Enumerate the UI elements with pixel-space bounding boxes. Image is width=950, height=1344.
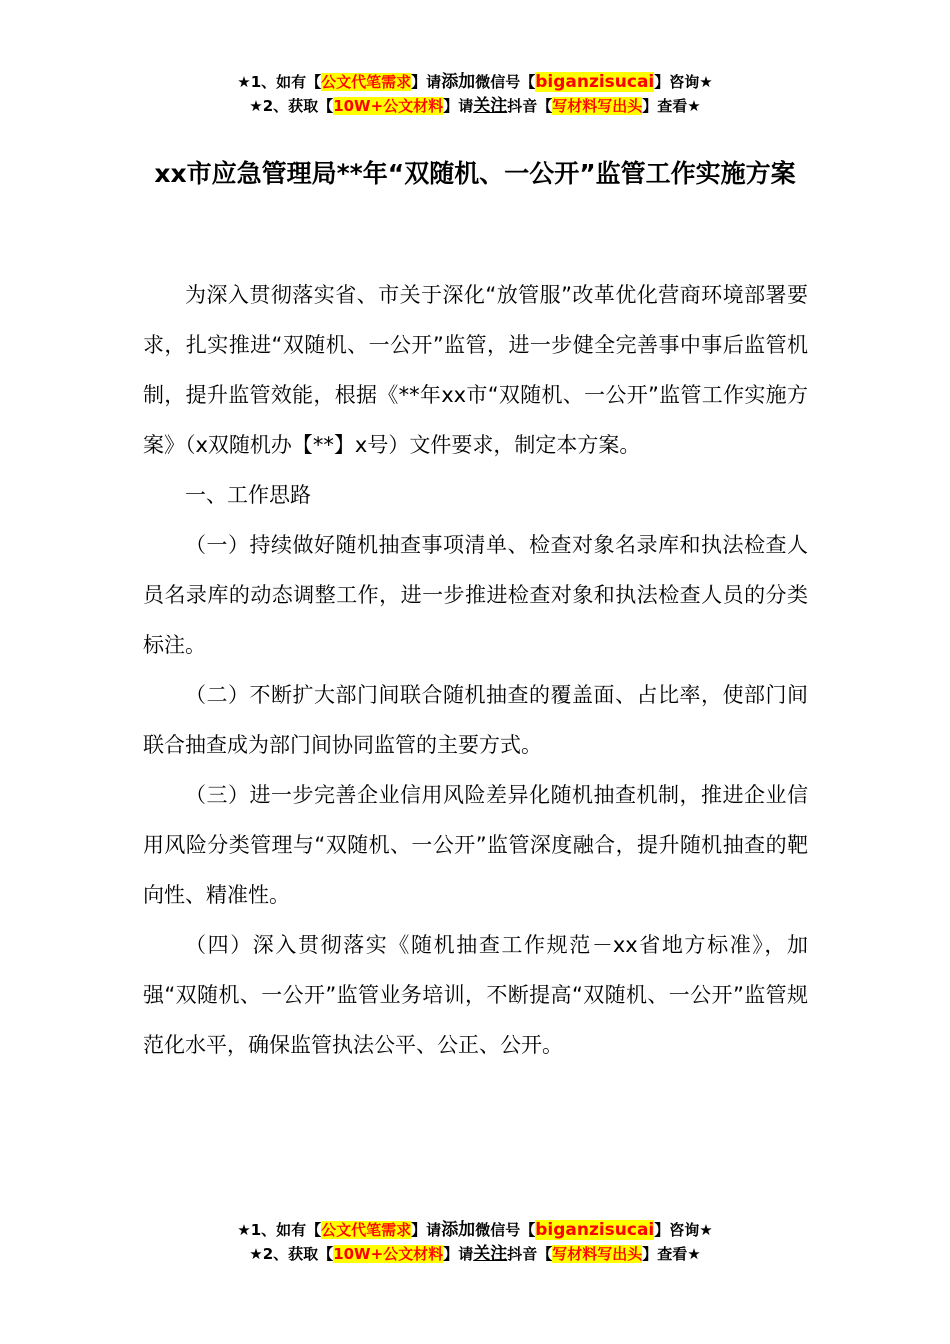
- promo-highlight: 10W+公文材料: [333, 1245, 444, 1263]
- promo-emphasis: 关注: [473, 1244, 508, 1264]
- promo-text: 】请: [411, 73, 442, 91]
- promo-text: ★2、获取【: [249, 97, 334, 115]
- promo-banner-top: [0, 70, 950, 118]
- promo-banner-bottom: [0, 1218, 950, 1266]
- document-body: [143, 270, 808, 1070]
- document-title: xx市应急管理局**年“双随机、一公开”监管工作实施方案: [154, 159, 796, 188]
- promo-text: 微信号【: [475, 1221, 536, 1239]
- promo-highlight: 10W+公文材料: [333, 97, 444, 115]
- promo-highlight: 公文代笔需求: [321, 73, 412, 91]
- promo-highlight: 公文代笔需求: [321, 1221, 412, 1239]
- promo-text: 】查看★: [642, 1245, 701, 1263]
- promo-text: 】咨询★: [654, 1221, 713, 1239]
- promo-text: 】查看★: [642, 97, 701, 115]
- promo-text: ★1、如有【: [237, 73, 322, 91]
- body-paragraph: （一）持续做好随机抽查事项清单、检查对象名录库和执法检查人员名录库的动态调整工作，进一步推进检查对象和执法检查人员的分类标注。: [143, 533, 808, 657]
- section-heading: 一、工作思路: [185, 483, 311, 507]
- body-paragraph: 为深入贯彻落实省、市关于深化“放管服”改革优化营商环境部署要求，扎实推进“双随机、一公开”监管，进一步健全完善事中事后监管机制，提升监管效能，根据《**年xx市“双随机、一公开”监管工作实施方案》（x双随机办【**】x号）文件要求，制定本方案。: [143, 283, 808, 457]
- promo-text: 微信号【: [475, 73, 536, 91]
- body-paragraph: （三）进一步完善企业信用风险差异化随机抽查机制，推进企业信用风险分类管理与“双随机、一公开”监管深度融合，提升随机抽查的靶向性、精准性。: [143, 783, 808, 907]
- body-paragraph: （四）深入贯彻落实《随机抽查工作规范－xx省地方标准》，加强“双随机、一公开”监管业务培训，不断提高“双随机、一公开”监管规范化水平，确保监管执法公平、公正、公开。: [143, 933, 808, 1057]
- promo-text: 抖音【: [507, 1245, 553, 1263]
- body-paragraph: （二）不断扩大部门间联合随机抽查的覆盖面、占比率，使部门间联合抽查成为部门间协同监管的主要方式。: [143, 683, 808, 757]
- promo-emphasis: 添加: [441, 72, 476, 92]
- promo-line-1: [0, 70, 950, 94]
- promo-wechat-id: biganzisucai: [535, 72, 655, 92]
- promo-douyin-account: 写材料写出头: [552, 1245, 643, 1263]
- promo-wechat-id: biganzisucai: [535, 1220, 655, 1240]
- promo-text: ★1、如有【: [237, 1221, 322, 1239]
- promo-emphasis: 添加: [441, 1220, 476, 1240]
- promo-line-1: [0, 1218, 950, 1242]
- promo-line-2: [0, 94, 950, 118]
- promo-text: 】咨询★: [654, 73, 713, 91]
- promo-text: 】请: [443, 97, 474, 115]
- promo-line-2: [0, 1242, 950, 1266]
- promo-text: 】请: [411, 1221, 442, 1239]
- promo-text: 抖音【: [507, 97, 553, 115]
- promo-douyin-account: 写材料写出头: [552, 97, 643, 115]
- promo-text: ★2、获取【: [249, 1245, 334, 1263]
- promo-emphasis: 关注: [473, 96, 508, 116]
- promo-text: 】请: [443, 1245, 474, 1263]
